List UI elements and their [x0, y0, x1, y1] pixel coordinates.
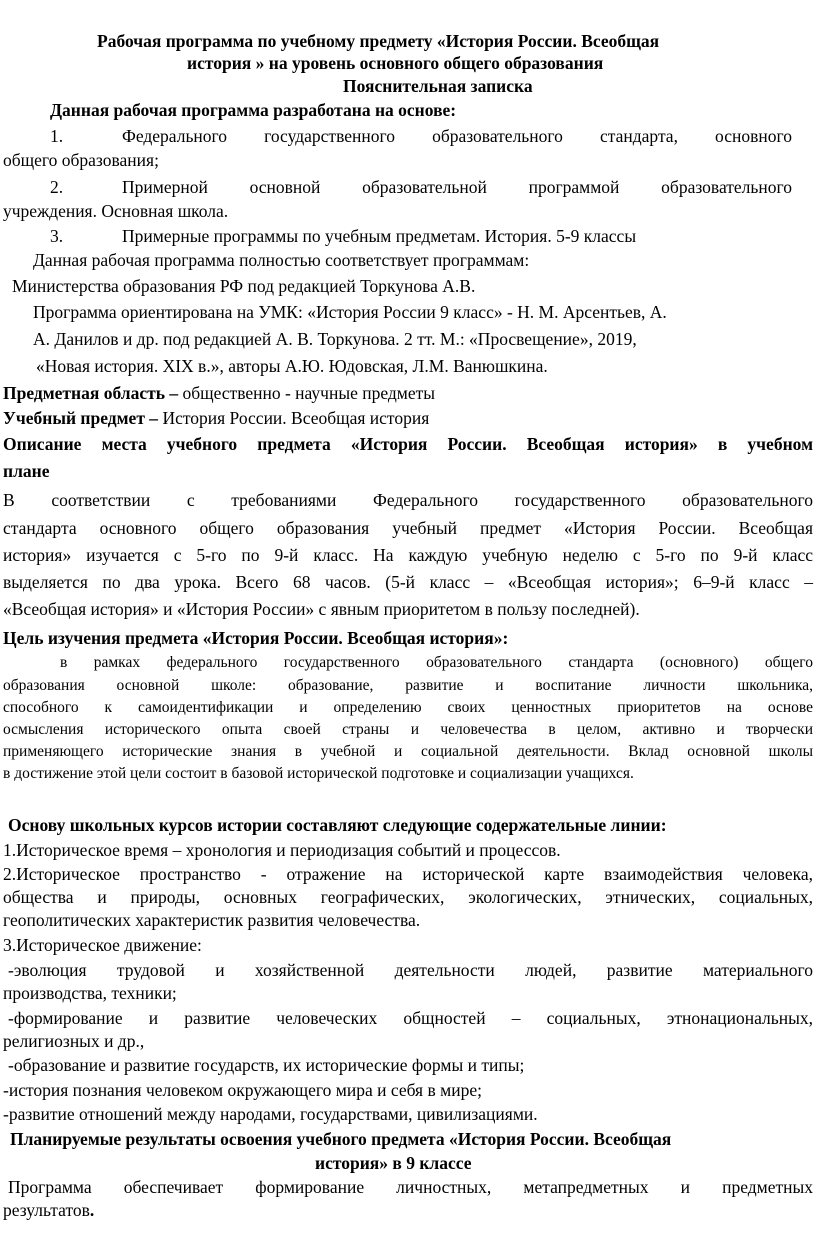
item1-text: Федерального государственного образовательного стандарта, основного — [122, 126, 792, 146]
goal-paragraph-line2: образования основной школе: образование, развитие и воспитание личности школьника, — [3, 677, 813, 694]
results-heading-line2: история» в 9 классе — [315, 1153, 472, 1173]
content-line-2b: общества и природы, основных географических, экологических, этнических, социальных, — [3, 887, 813, 907]
goal-paragraph-line3: способного к самоидентификации и определению своих ценностных приоритетов на основе — [3, 699, 813, 716]
place-paragraph-line3: история» изучается с 5-го по 9-й класс. На каждую учебную неделю с 5-го по 9-й класс — [3, 545, 813, 565]
place-paragraph-line4: выделяется по два урока. Всего 68 часов. (5-й класс – «Всеобщая история»; 6–9-й класс – — [3, 572, 813, 592]
umk-line2: А. Данилов и др. под редакцией А. В. Торкунова. 2 тт. М.: «Просвещение», 2019, — [33, 329, 637, 349]
results-text: результатов — [3, 1200, 90, 1220]
place-heading-line2: плане — [3, 461, 50, 481]
basis-heading: Данная рабочая программа разработана на основе: — [50, 100, 457, 120]
formation-line-a: -формирование и развитие человеческих общностей – социальных, этнонациональных, — [8, 1008, 813, 1028]
item3-text: Примерные программы по учебным предметам. История. 5-9 классы — [122, 226, 637, 246]
goal-paragraph-line1: в рамках федерального государственного образовательного стандарта (основного) общего — [60, 654, 813, 671]
subject-label: Учебный предмет – — [3, 408, 159, 428]
subject-area-line — [3, 383, 435, 403]
item1-continuation: общего образования; — [3, 150, 159, 170]
evolution-line-a: -эволюция трудовой и хозяйственной деятельности людей, развитие материального — [8, 960, 813, 980]
results-heading-line1: Планируемые результаты освоения учебного предмета «История России. Всеобщая — [10, 1129, 672, 1149]
item1-number: 1. — [50, 126, 64, 146]
subject-line — [3, 408, 429, 428]
relations-line: -развитие отношений между народами, государствами, цивилизациями. — [3, 1104, 538, 1124]
item2-number: 2. — [50, 177, 64, 197]
ministry-line: Министерства образования РФ под редакцией Торкунова А.В. — [12, 276, 476, 296]
goal-paragraph-line4: осмысления исторического опыта своей страны и человечества в целом, активно и творчески — [3, 721, 813, 738]
item2-text: Примерной основной образовательной программой образовательного — [122, 177, 792, 197]
umk-line3: «Новая история. XIX в.», авторы А.Ю. Юдовская, Л.М. Ванюшкина. — [36, 356, 548, 376]
doc-title-line1: Рабочая программа по учебному предмету «История России. Всеобщая — [97, 31, 660, 51]
item2-continuation: учреждения. Основная школа. — [3, 201, 229, 221]
cognition-line: -история познания человеком окружающего мира и себя в мире; — [3, 1080, 482, 1100]
subject-value: История России. Всеобщая история — [158, 408, 430, 428]
results-period: . — [89, 1200, 95, 1220]
goal-paragraph-line5: применяющего исторические знания в учебной и социальной деятельности. Вклад основной школы — [3, 743, 813, 760]
states-line: -образование и развитие государств, их исторические формы и типы; — [8, 1055, 525, 1075]
place-paragraph-line1: В соответствии с требованиями Федерального государственного образовательного — [3, 490, 813, 510]
doc-subtitle: Пояснительная записка — [343, 76, 533, 96]
item3-number: 3. — [50, 226, 64, 246]
content-line-1: 1.Историческое время – хронология и периодизация событий и процессов. — [3, 840, 561, 860]
content-line-2c: геополитических характеристик развития человечества. — [3, 910, 421, 930]
place-paragraph-line5: «Всеобщая история» и «История России» с явным приоритетом в пользу последней). — [3, 599, 640, 619]
content-line-3: 3.Историческое движение: — [3, 935, 202, 955]
umk-line1: Программа ориентирована на УМК: «История России 9 класс» - Н. М. Арсентьев, А. — [33, 302, 667, 322]
goal-heading: Цель изучения предмета «История России. Всеобщая история»: — [3, 628, 509, 648]
content-lines-heading: Основу школьных курсов истории составляют следующие содержательные линии: — [8, 815, 667, 835]
formation-line-b: религиозных и др., — [3, 1031, 145, 1051]
compliance-line: Данная рабочая программа полностью соответствует программам: — [33, 250, 530, 270]
evolution-line-b: производства, техники; — [3, 983, 177, 1003]
doc-title-line2: история » на уровень основного общего образования — [187, 53, 604, 73]
results-paragraph-line1: Программа обеспечивает формирование личностных, метапредметных и предметных — [8, 1177, 813, 1197]
place-heading-line1: Описание места учебного предмета «История России. Всеобщая история» в учебном — [3, 434, 813, 454]
subject-area-label: Предметная область – — [3, 383, 179, 403]
goal-paragraph-line6: в достижение этой цели состоит в базовой исторической подготовке и социализации учащихся. — [3, 765, 634, 782]
results-paragraph-line2 — [3, 1200, 94, 1220]
content-line-2a: 2.Историческое пространство - отражение на исторической карте взаимодействия человека, — [3, 864, 813, 884]
subject-area-value: общественно - научные предметы — [178, 383, 436, 403]
place-paragraph-line2: стандарта основного общего образования учебный предмет «История России. Всеобщая — [3, 518, 813, 538]
